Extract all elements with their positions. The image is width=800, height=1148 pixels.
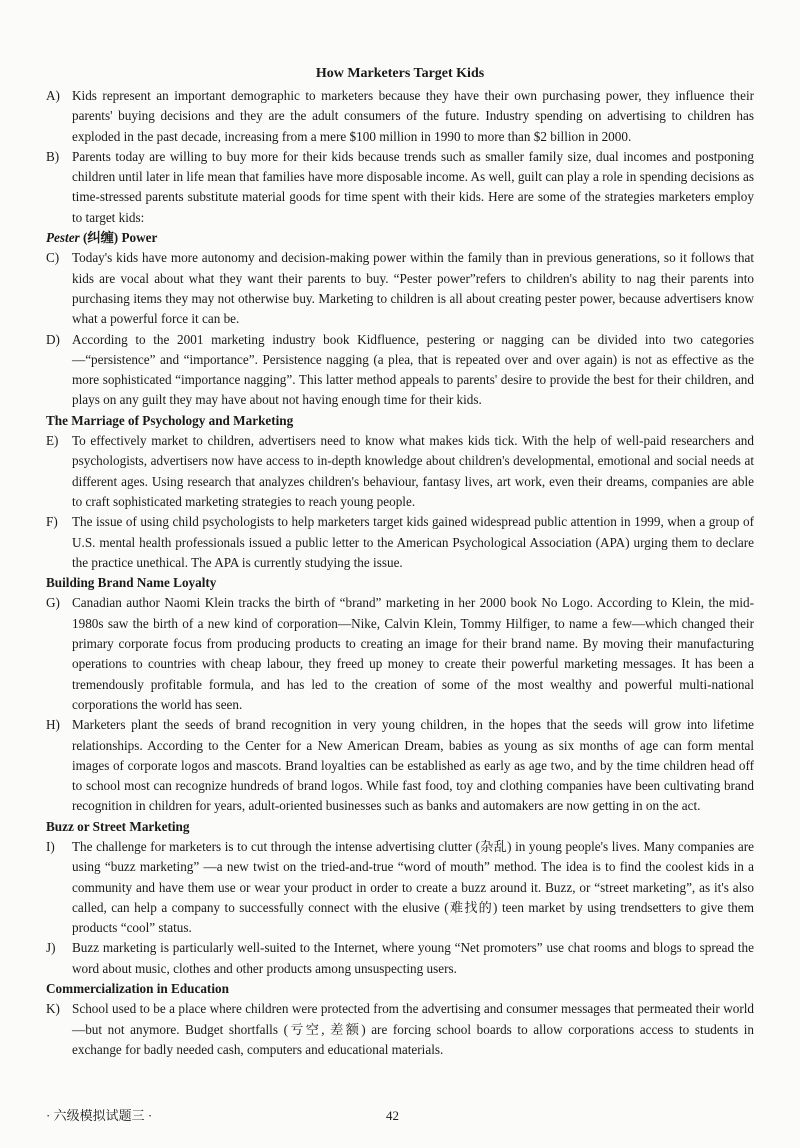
article (46, 64, 754, 1060)
section-heading-brand-loyalty: Building Brand Name Loyalty (46, 575, 217, 591)
paragraph-j (46, 938, 754, 979)
paragraph-label: D) (46, 331, 60, 347)
paragraph-text: Parents today are willing to buy more for their kids because trends such as smaller family size, dual incomes and postponing children until later in life mean that families have more disposable income. As well, guilt can play a role in spending decisions as time-stressed parents substitute material goods for time spent with their kids. Here are some of the strategies marketers employ to target kids: (72, 148, 754, 225)
heading-text: (纠缠) Power (83, 230, 158, 246)
paragraph-text: School used to be a place where children were protected from the advertising and consumer messages that permeated their world—but not anymore. Budget shortfalls (亏空, 差额) are forcing school boards to allow corporations access to students in exchange for badly needed cash, computers and educational materials. (72, 1001, 754, 1057)
paragraph-label: J) (46, 940, 56, 956)
paragraph-label: E) (46, 433, 59, 449)
section-heading-buzz-marketing: Buzz or Street Marketing (46, 818, 190, 834)
paragraph-e (46, 431, 754, 512)
paragraph-text: Today's kids have more autonomy and decision-making power within the family than in previous generations, so it follows that kids are vocal about what they want their parents to buy. “Pester power”refers to children's ability to nag their parents into purchasing items they may not otherwise buy. Marketing to children is all about creating pester power, because advertisers know what a powerful force it can be. (72, 250, 754, 327)
paragraph-label: I) (46, 838, 55, 854)
paragraph-i (46, 837, 754, 938)
paragraph-h (46, 715, 754, 816)
paragraph-b (46, 147, 754, 228)
paragraph-label: H) (46, 717, 60, 733)
paragraph-text: According to the 2001 marketing industry book Kidfluence, pestering or nagging can be divided into two categories—“persistence” and “importance”. Persistence nagging (a plea, that is repeated over and over again) is not as effective as the more sophisticated “importance nagging”. This latter method appeals to parents' desire to provide the best for their children, and plays on any guilt they may have about not having enough time for their kids. (72, 331, 754, 408)
paragraph-label: A) (46, 88, 60, 103)
paragraph-label: B) (46, 148, 60, 164)
paragraph-text: The challenge for marketers is to cut through the intense advertising clutter (杂乱) in young people's lives. Many companies are using “buzz marketing” —a new twist on the tried-and-true “word of mouth” method. The idea is to find the coolest kids in a community and have them use or wear your product in order to create a buzz around it. Buzz, or “street marketing”, as it's also called, can help a company to successfully connect with the elusive (难找的) teen market by using trendsetters to give them products “cool” status. (72, 838, 754, 936)
series-title: · 六级模拟试题三 · (46, 1108, 153, 1123)
paragraph-g (46, 593, 754, 715)
section-heading-pester-power (46, 228, 754, 248)
paragraph-text: Marketers plant the seeds of brand recognition in very young children, in the hopes that the seeds will grow into lifetime relationships. According to the Center for a New American Dream, babies as young as six months of age can form mental images of corporate logos and mascots. Brand loyalties can be established as early as age two, and by the time children head off to school most can recognize hundreds of brand logos. While fast food, toy and clothing companies have been cultivating brand recognition in children for years, adult-oriented businesses such as banks and automakers are now getting in on the act. (72, 717, 754, 814)
paragraph-k (46, 999, 754, 1060)
paragraph-label: K) (46, 1001, 60, 1017)
page-number: 42 (386, 1108, 399, 1123)
paragraph-label: G) (46, 595, 60, 611)
paragraph-label: F) (46, 514, 58, 530)
paragraph-label: C) (46, 250, 60, 266)
section-heading-commercialization: Commercialization in Education (46, 981, 229, 997)
paragraph-f (46, 512, 754, 573)
paragraph-text: Buzz marketing is particularly well-suited to the Internet, where young “Net promoters” use chat rooms and blogs to spread the word about music, clothes and other products among unsuspecting users. (72, 940, 754, 976)
page-footer (46, 1106, 754, 1126)
paragraph-d (46, 330, 754, 411)
paragraph-text: The issue of using child psychologists to help marketers target kids gained widespread public attention in 1999, when a group of U.S. mental health professionals issued a public letter to the American Psychological Association (APA) urging them to declare the practice unethical. The APA is currently studying the issue. (72, 514, 754, 570)
heading-emphasis: Pester (46, 230, 80, 246)
paragraph-text: Kids represent an important demographic to marketers because they have their own purchasing power, they influence their parents' buying decisions and they are the adult consumers of the future. Industry spending on advertising to children has exploded in the past decade, increasing from a mere $100 million in 1990 to more than $2 billion in 2000. (72, 88, 754, 144)
paragraph-text: Canadian author Naomi Klein tracks the birth of “brand” marketing in her 2000 book No Logo. According to Klein, the mid-1980s saw the birth of a new kind of corporation—Nike, Calvin Klein, Tommy Hilfiger, to name a few—which changed their primary corporate focus from producing products to creating an image for their brand name. By moving their manufacturing operations to countries with cheap labour, they freed up money to create their powerful marketing messages. It has been a tremendously profitable formula, and has led to the creation of some of the most wealthy and powerful multi-national corporations the world has seen. (72, 595, 754, 712)
paragraph-c (46, 248, 754, 329)
section-heading-psychology-marketing: The Marriage of Psychology and Marketing (46, 412, 294, 428)
paragraph-text: To effectively market to children, advertisers need to know what makes kids tick. With the help of well-paid researchers and psychologists, advertisers now have access to in-depth knowledge about children's developmental, emotional and social needs at different ages. Using research that analyzes children's behaviour, fantasy lives, art work, even their dreams, companies are able to craft sophisticated marketing strategies to reach young people. (72, 433, 754, 509)
paragraph-a (46, 86, 754, 147)
article-title: How Marketers Target Kids (315, 66, 485, 81)
